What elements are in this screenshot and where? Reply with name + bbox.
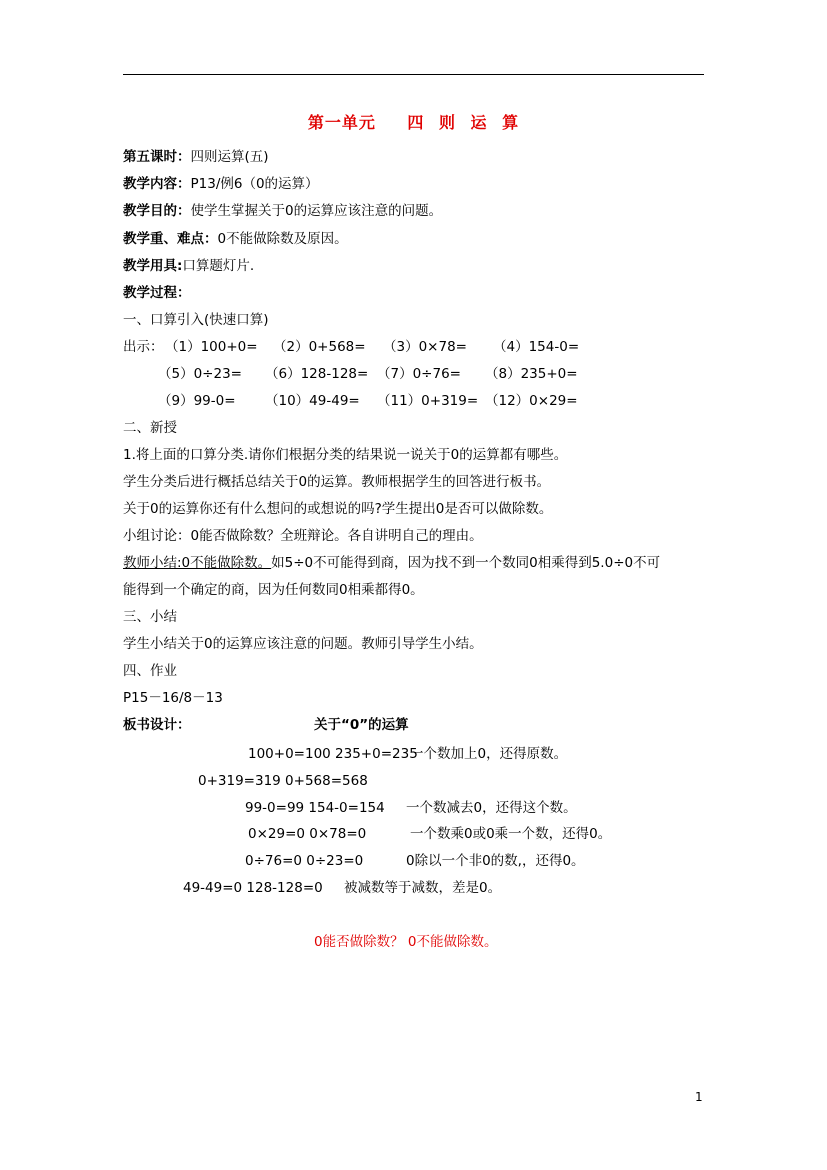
section-1-heading: 一、口算引入(快速口算)	[123, 312, 269, 328]
problem-10: （10）49-49=	[265, 393, 360, 409]
lesson-value: 四则运算(五)	[190, 149, 269, 165]
lesson-line	[123, 148, 269, 166]
section-4-heading: 四、作业	[123, 663, 177, 679]
problem-7: （7）0÷76=	[377, 366, 461, 382]
key-line	[123, 230, 348, 248]
problem-4: （4）154-0=	[493, 339, 580, 355]
problem-1: （1）100+0=	[165, 339, 258, 355]
problem-3: （3）0×78=	[383, 339, 467, 355]
section-3-heading: 三、小结	[123, 609, 177, 625]
tools-label: 教学用具:	[123, 258, 183, 274]
key-value: 0不能做除数及原因。	[217, 231, 348, 247]
homework: P15－16/8－13	[123, 690, 223, 706]
content-line	[123, 175, 319, 193]
board-rule-6: 被减数等于减数，差是0。	[344, 880, 502, 896]
board-equation-2: 0+319=319 0+568=568	[198, 773, 368, 789]
problems-prefix: 出示：	[123, 339, 164, 355]
paragraph-5	[123, 554, 660, 572]
paragraph-5-rest: 如5÷0不可能得到商，因为找不到一个数同0相乘得到5.0÷0不可	[271, 555, 661, 571]
page-title: 第一单元 四 则 运 算	[307, 113, 520, 132]
page-number: 1	[695, 1090, 703, 1104]
board-equation-5: 0÷76=0 0÷23=0	[245, 853, 364, 869]
paragraph-4: 小组讨论：0能否做除数？全班辩论。各自讲明自己的理由。	[123, 528, 483, 544]
board-equation-1: 100+0=100 235+0=235	[248, 746, 418, 762]
board-equation-6: 49-49=0 128-128=0	[183, 880, 323, 896]
paragraph-2: 学生分类后进行概括总结关于0的运算。教师根据学生的回答进行板书。	[123, 474, 551, 490]
board-rule-1: 一个数加上0，还得原数。	[410, 746, 568, 762]
header-rule	[123, 74, 704, 75]
teacher-summary: 教师小结:0不能做除数。	[123, 555, 272, 571]
board-label: 板书设计：	[123, 717, 191, 733]
board-heading: 关于“0”的运算	[314, 717, 409, 733]
goal-label: 教学目的：	[123, 203, 191, 219]
problem-2: （2）0+568=	[273, 339, 366, 355]
goal-line	[123, 202, 442, 220]
lesson-label: 第五课时：	[123, 149, 191, 165]
problem-8: （8）235+0=	[485, 366, 578, 382]
problem-11: （11）0+319=	[377, 393, 479, 409]
tools-line	[123, 257, 254, 275]
goal-value: 使学生掌握关于0的运算应该注意的问题。	[190, 203, 443, 219]
problem-9: （9）99-0=	[158, 393, 236, 409]
content-value: P13/例6（0的运算）	[190, 176, 319, 192]
tools-value: 口算题灯片.	[182, 258, 255, 274]
problem-6: （6）128-128=	[265, 366, 369, 382]
paragraph-1: 1.将上面的口算分类.请你们根据分类的结果说一说关于0的运算都有哪些。	[123, 447, 568, 463]
problem-12: （12）0×29=	[485, 393, 578, 409]
board-rule-5: 0除以一个非0的数,，还得0。	[406, 853, 585, 869]
content-label: 教学内容：	[123, 176, 191, 192]
section-2-heading: 二、新授	[123, 420, 177, 436]
paragraph-3: 关于0的运算你还有什么想问的或想说的吗?学生提出0是否可以做除数。	[123, 501, 553, 517]
problem-5: （5）0÷23=	[158, 366, 242, 382]
board-rule-4: 一个数乘0或0乘一个数，还得0。	[410, 826, 612, 842]
process-label: 教学过程：	[123, 285, 191, 301]
board-conclusion: 0能否做除数？ 0不能做除数。	[314, 934, 498, 950]
board-equation-4: 0×29=0 0×78=0	[248, 826, 367, 842]
board-equation-3: 99-0=99 154-0=154	[245, 800, 385, 816]
board-rule-3: 一个数减去0，还得这个数。	[406, 800, 577, 816]
key-label: 教学重、难点：	[123, 231, 218, 247]
paragraph-6: 学生小结关于0的运算应该注意的问题。教师引导学生小结。	[123, 636, 483, 652]
paragraph-5-line-2: 能得到一个确定的商，因为任何数同0相乘都得0。	[123, 582, 424, 598]
